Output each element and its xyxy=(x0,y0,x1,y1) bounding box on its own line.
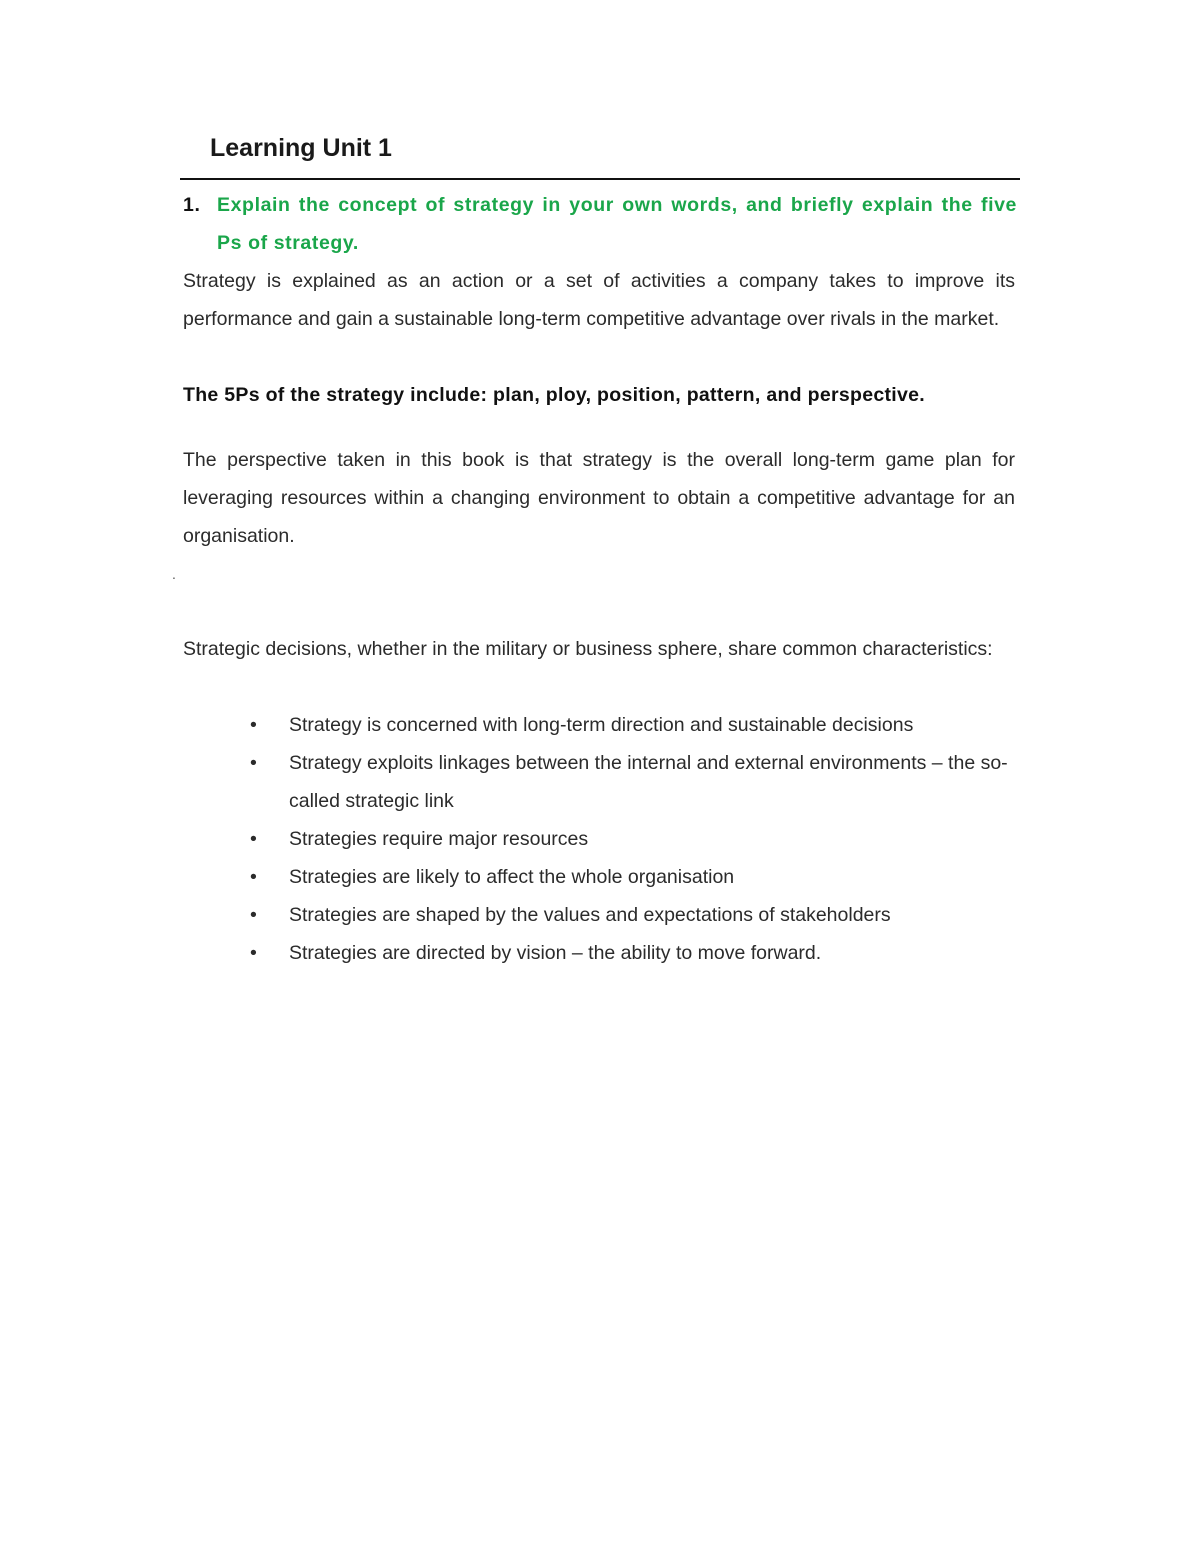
list-item xyxy=(250,820,1020,858)
unit-title: Learning Unit 1 xyxy=(210,134,392,162)
title-divider xyxy=(180,178,1020,180)
list-item-text: Strategy exploits linkages between the internal and external environments – the so-called strategic link xyxy=(289,752,1008,812)
characteristics-list xyxy=(250,706,1020,972)
bullet-icon: • xyxy=(250,942,257,964)
bullet-icon: • xyxy=(250,828,257,850)
bullet-icon: • xyxy=(250,714,257,736)
list-item xyxy=(250,896,1020,934)
list-item xyxy=(250,934,1020,972)
list-item-text: Strategies are likely to affect the whole organisation xyxy=(289,866,735,888)
list-item-text: Strategies are shaped by the values and expectations of stakeholders xyxy=(289,904,891,926)
list-item-text: Strategies require major resources xyxy=(289,828,589,850)
answer-paragraph-perspective: The perspective taken in this book is that strategy is the overall long-term game plan for leveraging resources within a changing environment to obtain a competitive advantage for an organisation. xyxy=(183,449,1015,547)
list-item xyxy=(250,744,1020,820)
list-item xyxy=(250,858,1020,896)
list-item xyxy=(250,706,1020,744)
question-text: Explain the concept of strategy in your own words, and briefly explain the five Ps of strategy. xyxy=(217,194,1017,254)
answer-paragraph-characteristics: Strategic decisions, whether in the military or business sphere, share common characteristics: xyxy=(183,638,993,660)
list-item-text: Strategies are directed by vision – the ability to move forward. xyxy=(289,942,822,964)
question-number: 1. xyxy=(183,194,201,216)
list-item-text: Strategy is concerned with long-term direction and sustainable decisions xyxy=(289,714,914,736)
stray-period-mark: . xyxy=(172,566,176,582)
answer-paragraph-definition: Strategy is explained as an action or a set of activities a company takes to improve its performance and gain a sustainable long-term competitive advantage over rivals in the market. xyxy=(183,270,1015,330)
bullet-icon: • xyxy=(250,866,257,888)
bullet-icon: • xyxy=(250,752,257,774)
question-1 xyxy=(183,186,1017,262)
five-ps-statement: The 5Ps of the strategy include: plan, ploy, position, pattern, and perspective. xyxy=(183,384,926,406)
bullet-icon: • xyxy=(250,904,257,926)
